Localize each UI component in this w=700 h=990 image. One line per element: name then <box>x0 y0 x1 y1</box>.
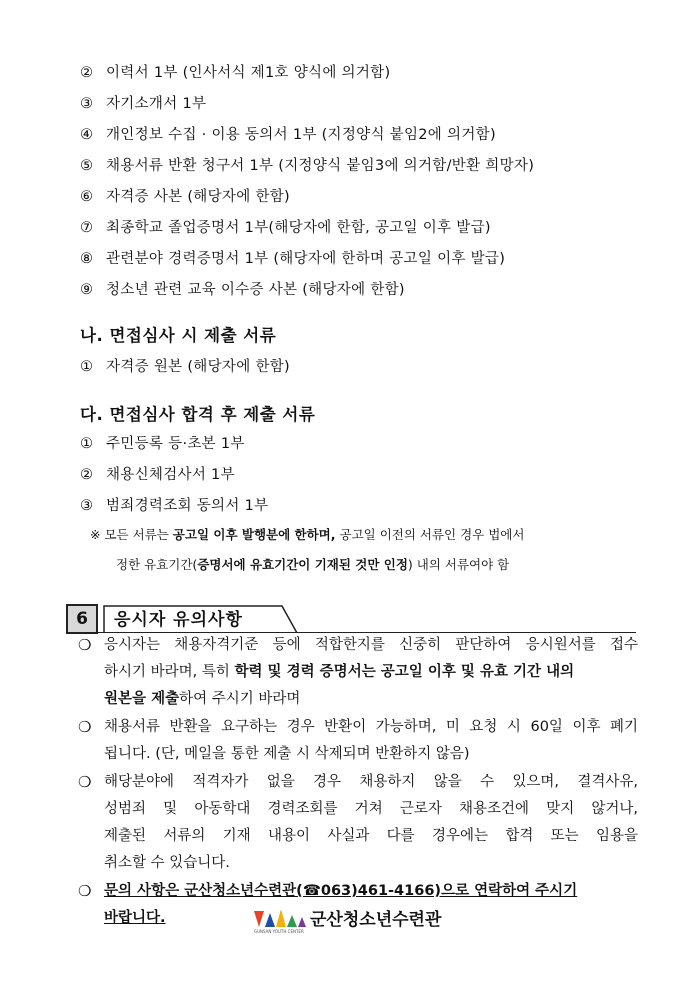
notice-item: ❍ 해당분야에 적격자가 없을 경우 채용하지 않을 수 있으며, 결격사유, 성범죄 및 아동학대 경력조회를 거쳐 근로자 채용조건에 맞지 않거나, 제출된 서류의 기재 내용이 사실과 다를 경우에는 합격 또는 임용을 취소할 수 있습니다. <box>78 769 638 877</box>
list-item: ② 이력서 1부 (인사서식 제1호 양식에 의거함) <box>80 65 391 81</box>
list-item: ⑧ 관련분야 경력증명서 1부 (해당자에 한하며 공고일 이후 발급) <box>80 251 506 267</box>
circle-bullet-icon: ❍ <box>78 718 92 736</box>
validity-note: ※ 모든 서류는 공고일 이후 발행분에 한하며, 공고일 이전의 서류인 경우 법에서 정한 유효기간(증명서에 유효기간이 기재된 것만 인정) 내의 서류여야 함 <box>90 527 525 572</box>
list-item: ① 주민등록 등·초본 1부 <box>80 436 245 452</box>
required-documents-list <box>80 58 534 306</box>
notice-item-contact: ❍ 문의 사항은 군산청소년수련관(☎063)461-4166)으로 연락하여 주시기 바랍니다. <box>78 878 638 932</box>
section-number-badge: 6 <box>66 604 98 634</box>
section-heading-post-pass-documents: 다. 면접심사 합격 후 제출 서류 <box>80 405 316 424</box>
list-item: ③ 자기소개서 1부 <box>80 96 207 112</box>
section-title: 응시자 유의사항 <box>114 610 243 630</box>
list-item: ② 채용신체검사서 1부 <box>80 467 235 483</box>
post-pass-documents-list <box>80 429 268 522</box>
interview-documents-list <box>80 352 290 383</box>
note-mark: ※ <box>90 527 101 542</box>
list-item: ⑦ 최종학교 졸업증명서 1부(해당자에 한함, 공고일 이후 발급) <box>80 220 491 236</box>
list-item: ⑤ 채용서류 반환 청구서 1부 (지정양식 붙임3에 의거함/반환 희망자) <box>80 158 535 174</box>
logo-mark-icon <box>254 905 306 929</box>
notice-list <box>78 632 638 933</box>
list-item: ① 자격증 원본 (해당자에 한함) <box>80 359 291 375</box>
notice-item: ❍ 응시자는 채용자격기준 등에 적합한지를 신중히 판단하여 응시원서를 접수 하시기 바라며, 특히 학력 및 경력 증명서는 공고일 이후 및 유효 기간 내의 원본을 제출하여 주시기 바라며 <box>78 632 638 713</box>
circle-bullet-icon: ❍ <box>78 882 92 900</box>
notice-item: ❍ 채용서류 반환을 요구하는 경우 반환이 가능하며, 미 요청 시 60일 이후 폐기 됩니다. (단, 메일을 통한 제출 시 삭제되며 반환하지 않음) <box>78 714 638 768</box>
list-item: ④ 개인정보 수집 · 이용 동의서 1부 (지정양식 붙임2에 의거함) <box>80 127 496 143</box>
logo-subtitle: GUNSAN YOUTH CENTER <box>254 929 304 934</box>
list-item: ③ 범죄경력조회 동의서 1부 <box>80 498 269 514</box>
list-item: ⑥ 자격증 사본 (해당자에 한함) <box>80 189 291 205</box>
list-item: ⑨ 청소년 관련 교육 이수증 사본 (해당자에 한함) <box>80 282 405 298</box>
circle-bullet-icon: ❍ <box>78 773 92 791</box>
section-heading-interview-documents: 나. 면접심사 시 제출 서류 <box>80 326 277 345</box>
section-title-tab <box>102 603 302 633</box>
logo-text: 군산청소년수련관 <box>310 910 442 930</box>
circle-bullet-icon: ❍ <box>78 636 92 654</box>
